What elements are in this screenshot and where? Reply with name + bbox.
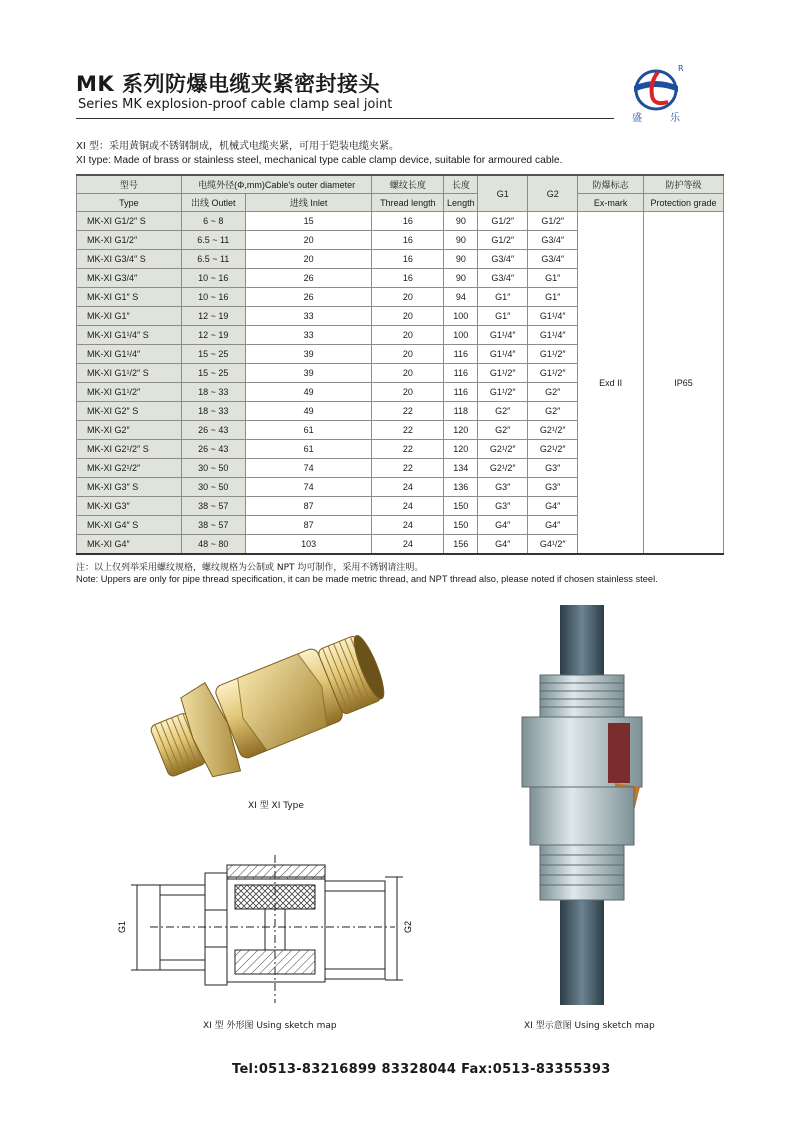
cell-g2: G4¹/2″	[528, 535, 578, 555]
cell-inlet: 15	[245, 212, 372, 231]
cell-g2: G4″	[528, 516, 578, 535]
cell-inlet: 20	[245, 250, 372, 269]
cell-outlet: 26 ~ 43	[181, 421, 245, 440]
cell-thread: 22	[372, 402, 444, 421]
cell-thread: 16	[372, 231, 444, 250]
cell-thread: 24	[372, 516, 444, 535]
cell-inlet: 74	[245, 478, 372, 497]
cell-outlet: 38 ~ 57	[181, 516, 245, 535]
header-protection-en: Protection grade	[644, 194, 724, 212]
cell-thread: 22	[372, 440, 444, 459]
cell-g2: G1″	[528, 288, 578, 307]
cell-length: 94	[444, 288, 478, 307]
cell-g1: G3″	[478, 497, 528, 516]
cell-length: 136	[444, 478, 478, 497]
cell-g1: G2″	[478, 402, 528, 421]
cell-type: MK-XI G1″ S	[77, 288, 182, 307]
cell-g2: G2″	[528, 402, 578, 421]
caption-product: XI 型 XI Type	[248, 801, 304, 811]
cell-g1: G3/4″	[478, 269, 528, 288]
contact-info: Tel:0513-83216899 83328044 Fax:0513-83355393	[232, 1062, 611, 1077]
header-exmark-en: Ex-mark	[578, 194, 644, 212]
cell-type: MK-XI G4″	[77, 535, 182, 555]
cell-g1: G1/2″	[478, 231, 528, 250]
cell-type: MK-XI G1¹/4″ S	[77, 326, 182, 345]
cell-thread: 22	[372, 459, 444, 478]
cell-inlet: 103	[245, 535, 372, 555]
cell-inlet: 87	[245, 497, 372, 516]
cell-protection: IP65	[644, 212, 724, 555]
cell-g2: G1¹/4″	[528, 307, 578, 326]
cell-length: 120	[444, 421, 478, 440]
cell-g1: G1¹/2″	[478, 364, 528, 383]
cell-type: MK-XI G3/4″ S	[77, 250, 182, 269]
cell-type: MK-XI G1/2″	[77, 231, 182, 250]
header-diameter: 电缆外径(Φ,mm)Cable's outer diameter	[181, 175, 372, 194]
cell-outlet: 6.5 ~ 11	[181, 250, 245, 269]
cell-thread: 16	[372, 269, 444, 288]
cell-g2: G1¹/2″	[528, 364, 578, 383]
logo-text-left: 盛	[632, 113, 642, 124]
cell-outlet: 10 ~ 16	[181, 269, 245, 288]
cell-inlet: 49	[245, 383, 372, 402]
cell-length: 90	[444, 212, 478, 231]
cell-length: 134	[444, 459, 478, 478]
product-photo	[140, 610, 400, 795]
cell-outlet: 10 ~ 16	[181, 288, 245, 307]
header-inlet: 进线 Inlet	[245, 194, 372, 212]
cell-g2: G2¹/2″	[528, 440, 578, 459]
cell-type: MK-XI G3″ S	[77, 478, 182, 497]
cell-type: MK-XI G1/2″ S	[77, 212, 182, 231]
cell-type: MK-XI G2¹/2″	[77, 459, 182, 478]
cell-outlet: 15 ~ 25	[181, 345, 245, 364]
cell-type: MK-XI G2″	[77, 421, 182, 440]
cell-inlet: 26	[245, 269, 372, 288]
caption-sketch: XI 型 外形图 Using sketch map	[203, 1021, 337, 1031]
section-illustration	[510, 605, 660, 1010]
label-g1: G1	[117, 920, 127, 933]
header-protection-cn: 防护等级	[644, 175, 724, 194]
caption-section: XI 型示意图 Using sketch map	[524, 1021, 655, 1031]
cell-g1: G1″	[478, 288, 528, 307]
cell-g2: G3″	[528, 459, 578, 478]
cell-length: 120	[444, 440, 478, 459]
header-g2: G2	[528, 175, 578, 212]
cell-g1: G1¹/4″	[478, 326, 528, 345]
cell-thread: 20	[372, 345, 444, 364]
label-g2: G2	[403, 920, 413, 933]
cell-g2: G2¹/2″	[528, 421, 578, 440]
cell-g1: G1¹/2″	[478, 383, 528, 402]
cell-g2: G3″	[528, 478, 578, 497]
cell-thread: 16	[372, 212, 444, 231]
cell-type: MK-XI G4″ S	[77, 516, 182, 535]
cell-g2: G3/4″	[528, 250, 578, 269]
cell-length: 90	[444, 269, 478, 288]
cell-g1: G4″	[478, 516, 528, 535]
cell-type: MK-XI G1¹/2″	[77, 383, 182, 402]
cell-outlet: 12 ~ 19	[181, 326, 245, 345]
cell-thread: 20	[372, 288, 444, 307]
cell-g2: G4″	[528, 497, 578, 516]
cell-type: MK-XI G2″ S	[77, 402, 182, 421]
cell-g1: G3/4″	[478, 250, 528, 269]
cell-length: 118	[444, 402, 478, 421]
cell-length: 100	[444, 326, 478, 345]
cell-thread: 16	[372, 250, 444, 269]
cell-g2: G3/4″	[528, 231, 578, 250]
cell-inlet: 87	[245, 516, 372, 535]
cell-type: MK-XI G1¹/4″	[77, 345, 182, 364]
cell-g2: G2″	[528, 383, 578, 402]
cell-outlet: 6 ~ 8	[181, 212, 245, 231]
cell-inlet: 61	[245, 421, 372, 440]
cell-g1: G2″	[478, 421, 528, 440]
title-divider	[76, 118, 614, 119]
cell-inlet: 33	[245, 307, 372, 326]
logo-text-right: 乐	[670, 113, 680, 124]
cell-g2: G1¹/4″	[528, 326, 578, 345]
cell-outlet: 48 ~ 80	[181, 535, 245, 555]
header-type-en: Type	[77, 194, 182, 212]
cell-outlet: 38 ~ 57	[181, 497, 245, 516]
header-thread-en: Thread length	[372, 194, 444, 212]
cell-inlet: 33	[245, 326, 372, 345]
header-outlet: 出线 Outlet	[181, 194, 245, 212]
cell-thread: 20	[372, 383, 444, 402]
cell-length: 150	[444, 497, 478, 516]
cell-outlet: 6.5 ~ 11	[181, 231, 245, 250]
cell-inlet: 74	[245, 459, 372, 478]
cell-length: 156	[444, 535, 478, 555]
cell-g1: G2¹/2″	[478, 459, 528, 478]
cell-thread: 20	[372, 326, 444, 345]
header-g1: G1	[478, 175, 528, 212]
cell-length: 116	[444, 383, 478, 402]
cell-outlet: 12 ~ 19	[181, 307, 245, 326]
cell-g2: G1″	[528, 269, 578, 288]
header-thread-cn: 螺纹长度	[372, 175, 444, 194]
cell-type: MK-XI G1″	[77, 307, 182, 326]
page-subtitle: Series MK explosion-proof cable clamp seal joint	[78, 97, 393, 112]
cell-g2: G1/2″	[528, 212, 578, 231]
cell-outlet: 30 ~ 50	[181, 459, 245, 478]
cell-g1: G3″	[478, 478, 528, 497]
cell-length: 116	[444, 364, 478, 383]
cell-thread: 20	[372, 307, 444, 326]
cell-length: 150	[444, 516, 478, 535]
cell-g1: G1″	[478, 307, 528, 326]
note-cn: 注：以上仅列举采用螺纹规格，螺纹规格为公制或 NPT 均可制作，采用不锈钢请注明。	[76, 563, 424, 573]
cell-type: MK-XI G3″	[77, 497, 182, 516]
company-logo	[628, 62, 688, 124]
cell-inlet: 39	[245, 364, 372, 383]
cell-g1: G4″	[478, 535, 528, 555]
header-exmark-cn: 防爆标志	[578, 175, 644, 194]
cell-type: MK-XI G1¹/2″ S	[77, 364, 182, 383]
cell-inlet: 26	[245, 288, 372, 307]
cell-length: 90	[444, 231, 478, 250]
cell-outlet: 15 ~ 25	[181, 364, 245, 383]
cell-thread: 24	[372, 478, 444, 497]
cell-thread: 22	[372, 421, 444, 440]
registered-mark: R	[678, 64, 684, 73]
cell-outlet: 26 ~ 43	[181, 440, 245, 459]
spec-table-body	[77, 212, 724, 555]
cell-length: 90	[444, 250, 478, 269]
cell-outlet: 18 ~ 33	[181, 402, 245, 421]
cell-inlet: 20	[245, 231, 372, 250]
cell-type: MK-XI G3/4″	[77, 269, 182, 288]
cell-thread: 20	[372, 364, 444, 383]
cell-thread: 24	[372, 497, 444, 516]
cell-thread: 24	[372, 535, 444, 555]
cell-inlet: 49	[245, 402, 372, 421]
cell-type: MK-XI G2¹/2″ S	[77, 440, 182, 459]
cell-inlet: 39	[245, 345, 372, 364]
table-row	[77, 212, 724, 231]
cell-inlet: 61	[245, 440, 372, 459]
cell-exmark: Exd II	[578, 212, 644, 555]
note-en: Note: Uppers are only for pipe thread specification, it can be made metric thread, and NPT thread also, please noted if chosen stainless steel.	[76, 574, 658, 584]
cell-length: 116	[444, 345, 478, 364]
header-length-cn: 长度	[444, 175, 478, 194]
page-title: MK 系列防爆电缆夹紧密封接头	[76, 72, 380, 96]
sketch-drawing	[115, 855, 415, 1005]
cell-g2: G1¹/2″	[528, 345, 578, 364]
spec-table	[76, 174, 724, 555]
header-type-cn: 型号	[77, 175, 182, 194]
cell-g1: G1/2″	[478, 212, 528, 231]
intro-text-en: XI type: Made of brass or stainless steel, mechanical type cable clamp device, suitable for armoured cable.	[76, 155, 563, 166]
header-length-en: Length	[444, 194, 478, 212]
cell-length: 100	[444, 307, 478, 326]
cell-g1: G2¹/2″	[478, 440, 528, 459]
intro-text-cn: XI 型：采用黄铜或不锈钢制成，机械式电缆夹紧，可用于铠装电缆夹紧。	[76, 141, 399, 152]
cell-g1: G1¹/4″	[478, 345, 528, 364]
cell-outlet: 30 ~ 50	[181, 478, 245, 497]
cell-outlet: 18 ~ 33	[181, 383, 245, 402]
